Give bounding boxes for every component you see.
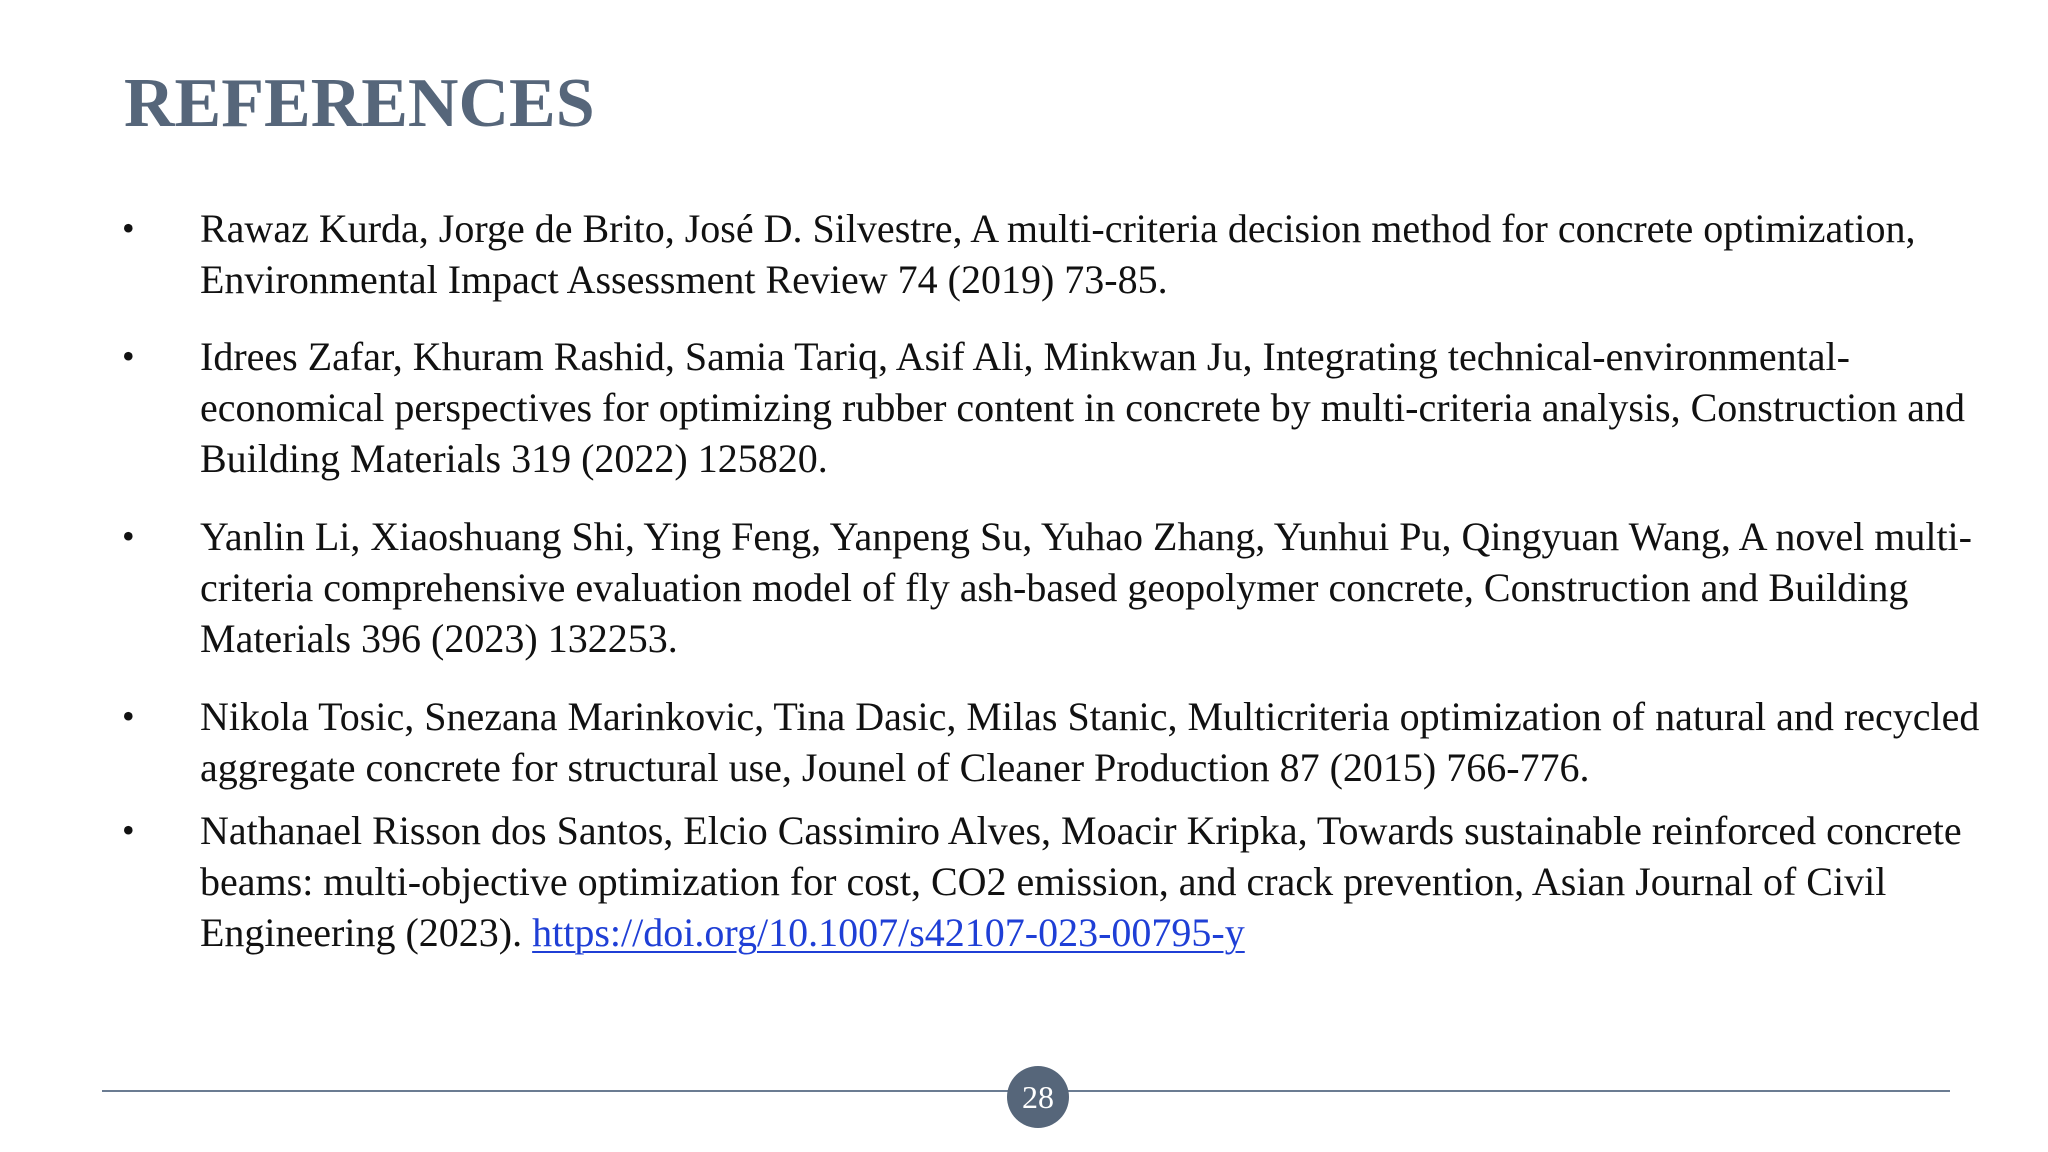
- page-number-badge: 28: [1007, 1066, 1069, 1128]
- reference-text: Idrees Zafar, Khuram Rashid, Samia Tariq, Asif Ali, Minkwan Ju, Integrating technical-environmental-economical perspectives for optimizing rubber content in concrete by multi-criteria analysis, Construction and Building Materials 319 (2022) 125820.: [200, 334, 1965, 481]
- reference-item-3: [122, 511, 1980, 664]
- reference-item-2: [122, 331, 1980, 484]
- doi-link[interactable]: https://doi.org/10.1007/s42107-023-00795-y: [532, 910, 1245, 955]
- bullet-icon: •: [122, 696, 135, 736]
- reference-item-1: [122, 203, 1980, 305]
- reference-text: Rawaz Kurda, Jorge de Brito, José D. Silvestre, A multi-criteria decision method for concrete optimization, Environmental Impact Assessment Review 74 (2019) 73-85.: [200, 206, 1916, 302]
- reference-text: Nathanael Risson dos Santos, Elcio Cassimiro Alves, Moacir Kripka, Towards sustainable reinforced concrete beams: multi-objective optimization for cost, CO2 emission, and crack prevention, Asian Journal of Civil Engineering (2023).: [200, 808, 1962, 955]
- reference-text: Yanlin Li, Xiaoshuang Shi, Ying Feng, Yanpeng Su, Yuhao Zhang, Yunhui Pu, Qingyuan Wang, A novel multi-criteria comprehensive evaluation model of fly ash-based geopolymer concrete, Construction and Building Materials 396 (2023) 132253.: [200, 514, 1972, 661]
- bullet-icon: •: [122, 516, 135, 556]
- reference-item-5: [122, 805, 1980, 958]
- bullet-icon: •: [122, 336, 135, 376]
- bullet-icon: •: [122, 810, 135, 850]
- reference-text: Nikola Tosic, Snezana Marinkovic, Tina Dasic, Milas Stanic, Multicriteria optimization of natural and recycled aggregate concrete for structural use, Jounel of Cleaner Production 87 (2015) 766-776.: [200, 694, 1980, 790]
- reference-item-4: [122, 691, 1980, 793]
- slide-title: REFERENCES: [124, 65, 595, 142]
- bullet-icon: •: [122, 208, 135, 248]
